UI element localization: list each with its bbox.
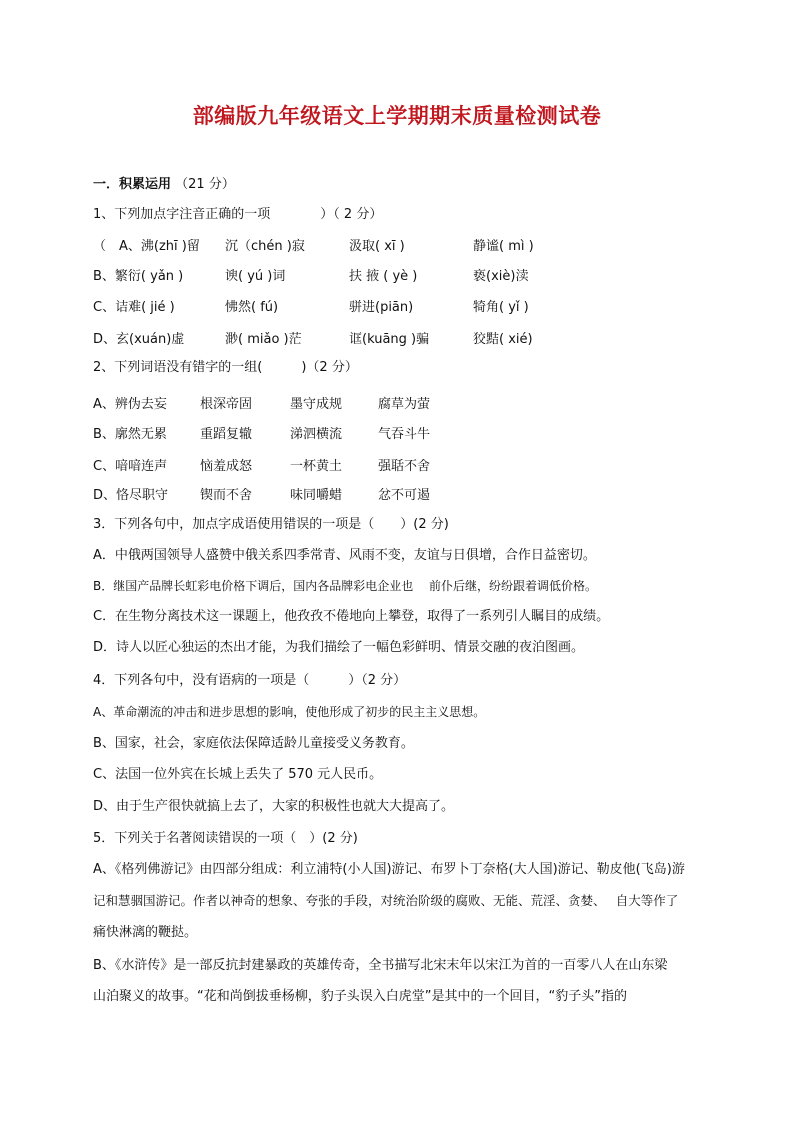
section-points: （21 分） [175, 177, 235, 192]
option-item: 谀( yú )词 [225, 269, 286, 284]
option-item: A、辨伪去妄 [93, 397, 167, 412]
question-5-option-a-line: A、《格列佛游记》由四部分组成：利立浦特(小人国)游记、布罗卜丁奈格(大人国)游记、勒皮他(飞岛)游 [93, 862, 685, 877]
option-item: 渺( miǎo )茫 [225, 332, 302, 347]
question-4-option-d: D、由于生产很快就搞上去了，大家的积极性也就大大提高了。 [93, 799, 455, 814]
option-item: 涕泗横流 [290, 427, 343, 442]
option-item: 腐草为萤 [378, 397, 431, 412]
option-item: 味同嚼蜡 [290, 488, 343, 503]
question-4-option-a: A、革命潮流的冲击和进步思想的影响，使他形成了初步的民主主义思想。 [93, 705, 486, 719]
option-item: 扶 掖 ( yè ) [349, 269, 418, 284]
option-item: 墨守成规 [290, 397, 343, 412]
question-3-option-b: B．继国产品牌长虹彩电价格下调后，国内各品牌彩电企业也 前仆后继，纷纷跟着调低价格。 [93, 579, 598, 593]
question-1-option-row [93, 235, 713, 255]
option-item: 狡黠( xié) [473, 332, 533, 347]
option-item: （ A、沸(zhī )留 [93, 239, 200, 254]
option-item: C、喑喑连声 [93, 459, 168, 474]
option-item: 一杯黄土 [290, 459, 343, 474]
question-1-option-row [93, 296, 713, 316]
question-1-option-row [93, 265, 713, 285]
question-3-option-a: A．中俄两国领导人盛赞中俄关系四季常青、风雨不变，友谊与日俱增，合作日益密切。 [93, 548, 596, 563]
option-item: B、廓然无累 [93, 427, 167, 442]
option-item: 根深帝固 [200, 397, 253, 412]
question-1-stem [93, 206, 382, 224]
question-5-stem: 5．下列关于名著阅读错误的一项（ ）(2 分) [93, 831, 358, 846]
section-heading-label: 一．积累运用 [93, 177, 172, 192]
option-item: 犄角( yǐ ) [473, 300, 529, 315]
question-2-option-row [93, 455, 713, 475]
option-item: 亵(xiè)渎 [473, 269, 529, 284]
question-1-points: ）（ 2 分） [320, 207, 383, 222]
option-item: D、玄(xuán)虚 [93, 332, 185, 347]
option-item: 怫然( fú) [225, 300, 279, 315]
question-4-option-b: B、国家，社会，家庭依法保障适龄儿童接受义务教育。 [93, 736, 414, 751]
question-2-option-row [93, 484, 713, 504]
option-item: 沉（chén )寂 [225, 239, 305, 254]
option-item: 气吞斗牛 [378, 427, 431, 442]
page-title: 部编版九年级语文上学期期末质量检测试卷 [192, 103, 602, 128]
question-3-stem: 3．下列各句中，加点字成语使用错误的一项是（ ）(2 分) [93, 517, 449, 532]
option-item: 汲取( xī ) [349, 239, 405, 254]
option-item: 锲而不舍 [200, 488, 253, 503]
question-5-option-b-line: 山泊聚义的故事。“花和尚倒拔垂杨柳，豹子头误入白虎堂”是其中的一个回目，“豹子头”指的 [93, 989, 627, 1004]
question-3-option-c: C．在生物分离技术这一课题上，他孜孜不倦地向上攀登，取得了一系列引人瞩目的成绩。 [93, 609, 610, 624]
question-2-option-row [93, 423, 713, 443]
option-item: 强聒不舍 [378, 459, 431, 474]
question-5-option-a-line: 记和慧骃国游记。作者以神奇的想象、夸张的手段，对统治阶级的腐败、无能、荒淫、贪婪、 自大等作了 [93, 893, 679, 908]
option-item: 重蹈复辙 [200, 427, 253, 442]
question-2-option-row [93, 393, 713, 413]
option-item: 静谧( mì ) [473, 239, 534, 254]
question-5-option-b-line: B、《水浒传》是一部反抗封建暴政的英雄传奇，全书描写北宋末年以宋江为首的一百零八人在山东梁 [93, 958, 668, 973]
option-item: D、恪尽职守 [93, 488, 169, 503]
question-1-option-row [93, 328, 713, 348]
question-3-option-d: D．诗人以匠心独运的杰出才能，为我们描绘了一幅色彩鲜明、情景交融的夜泊图画。 [93, 640, 585, 655]
question-5-option-a-line: 痛快淋漓的鞭挞。 [93, 925, 198, 940]
option-item: 恼羞成怒 [200, 459, 253, 474]
option-item: 诓(kuāng )骗 [349, 332, 430, 347]
option-item: 忿不可遏 [378, 488, 431, 503]
option-item: 骈进(piān) [349, 300, 414, 315]
option-item: B、繁衍( yǎn ) [93, 269, 184, 284]
question-4-stem: 4．下列各句中，没有语病的一项是（ ）（2 分） [93, 673, 407, 688]
question-1-text: 1、下列加点字注音正确的一项 [93, 207, 271, 222]
section-heading [93, 176, 235, 194]
option-item: C、诘难( jié ) [93, 300, 175, 315]
question-4-option-c: C、法国一位外宾在长城上丢失了 570 元人民币。 [93, 767, 383, 782]
question-2-stem: 2、下列词语没有错字的一组( )（2 分） [93, 360, 358, 375]
